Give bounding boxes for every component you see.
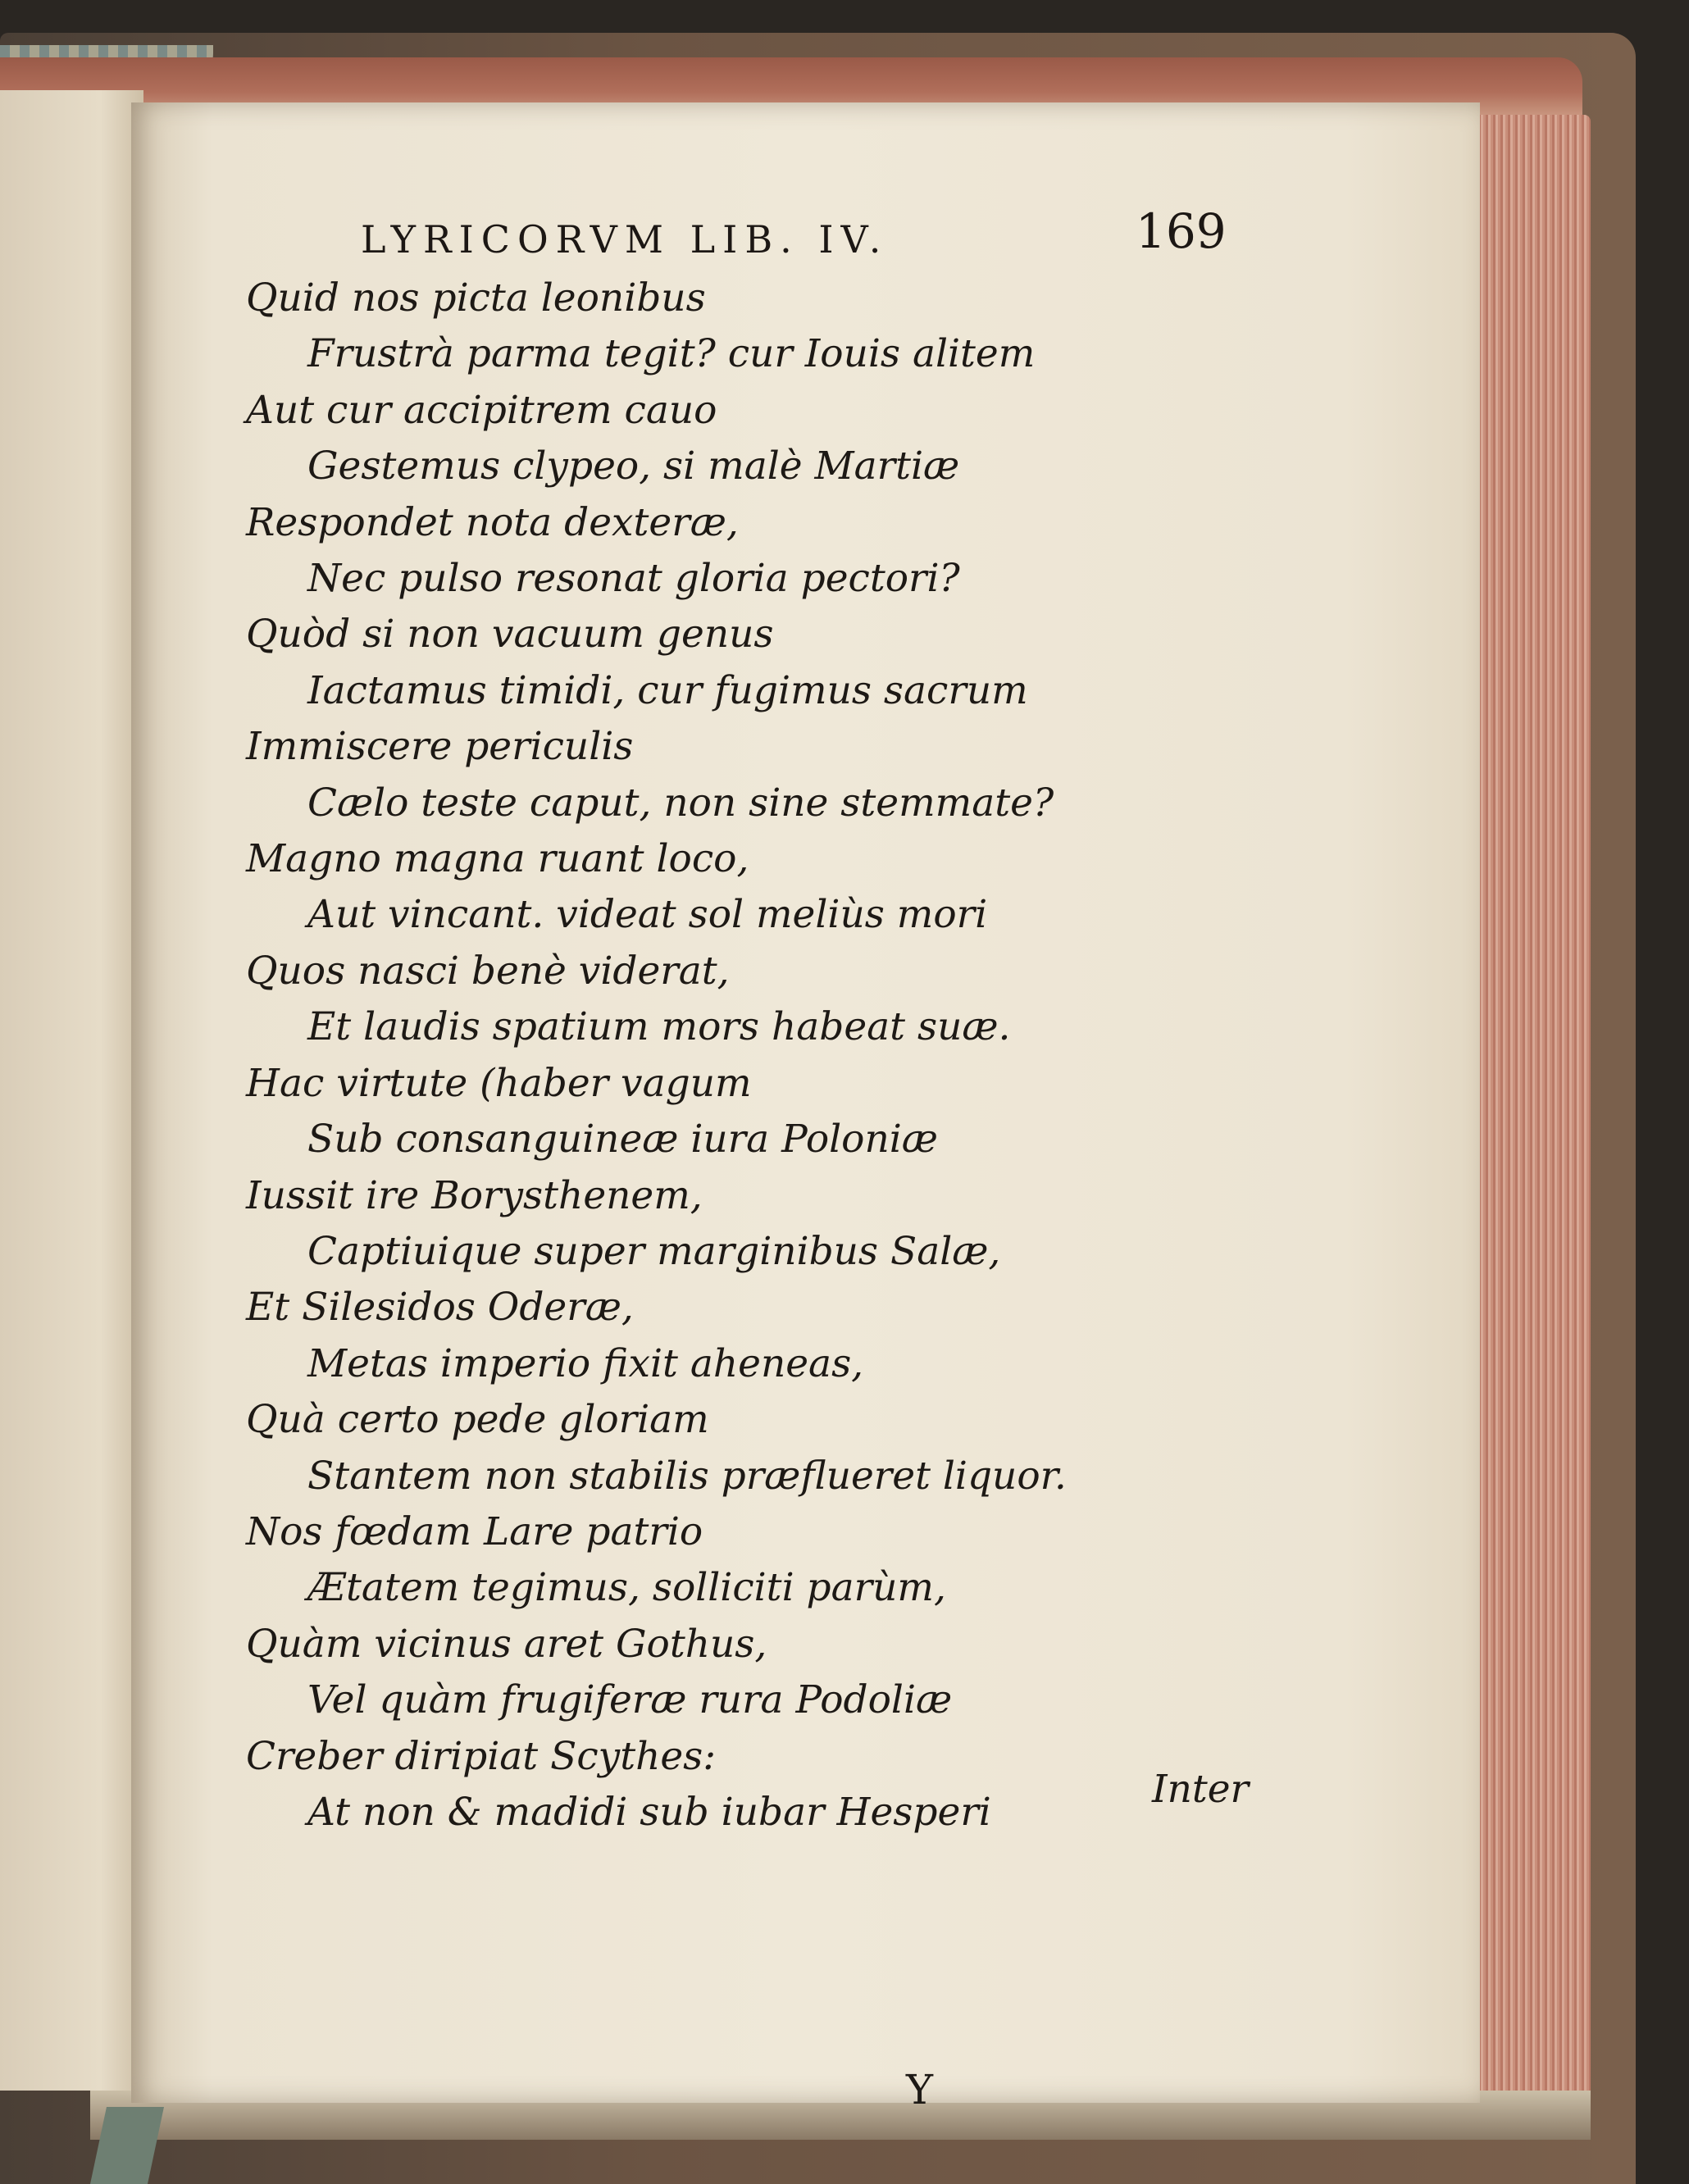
verse-line: Captiuique super marginibus Salæ, xyxy=(307,1228,1001,1274)
verse-line: Aut cur accipitrem cauo xyxy=(246,387,717,433)
verse-line: Respondet nota dexteræ, xyxy=(246,499,739,545)
verse-line: Hac virtute (haber vagum xyxy=(246,1060,752,1106)
verse-line: Gestemus clypeo, si malè Martiæ xyxy=(307,444,960,489)
fore-edge xyxy=(1476,115,1591,2099)
poem-text xyxy=(246,271,1312,1840)
verse-line: Quos nasci benè viderat, xyxy=(246,948,730,994)
verse-line: Quid nos picta leonibus xyxy=(246,275,706,321)
verse-line: Frustrà parma tegit? cur Iouis alitem xyxy=(307,331,1036,377)
verse-line: Sub consanguineæ iura Poloniæ xyxy=(307,1117,938,1163)
verse-line: Aut vincant. videat sol meliùs mori xyxy=(307,892,988,938)
left-page xyxy=(0,90,143,2091)
verse-line: Et laudis spatium mors habeat suæ. xyxy=(307,1004,1011,1050)
verse-line: Vel quàm frugiferæ rura Podoliæ xyxy=(307,1677,953,1723)
signature-mark: Y xyxy=(906,2066,934,2113)
verse-line: Immiscere periculis xyxy=(246,724,634,770)
verse-line: Ætatem tegimus, solliciti parùm, xyxy=(307,1565,946,1611)
verse-line: Nec pulso resonat gloria pectori? xyxy=(307,556,960,602)
verse-line: Magno magna ruant loco, xyxy=(246,836,749,882)
verse-line: Quòd si non vacuum genus xyxy=(246,612,774,657)
verse-line: Metas imperio fixit aheneas, xyxy=(307,1340,864,1386)
verse-line: Cælo teste caput, non sine stemmate? xyxy=(307,780,1054,826)
verse-line: Iussit ire Borysthenem, xyxy=(246,1172,703,1218)
verse-line: Quà certo pede gloriam xyxy=(246,1397,709,1443)
verse-line: At non & madidi sub iubar Hesperi xyxy=(307,1789,991,1835)
catchword: Inter xyxy=(1152,1767,1250,1812)
running-head: LYRICORVM LIB. IV. xyxy=(361,217,889,262)
verse-line: Et Silesidos Oderæ, xyxy=(246,1285,634,1331)
page-number: 169 xyxy=(1136,203,1227,259)
verse-line: Quàm vicinus aret Gothus, xyxy=(246,1621,767,1667)
verse-line: Stantem non stabilis præflueret liquor. xyxy=(307,1453,1067,1499)
verse-line: Iactamus timidi, cur fugimus sacrum xyxy=(307,667,1028,713)
verse-line: Creber diripiat Scythes: xyxy=(246,1733,717,1779)
verse-line: Nos fœdam Lare patrio xyxy=(246,1508,703,1554)
